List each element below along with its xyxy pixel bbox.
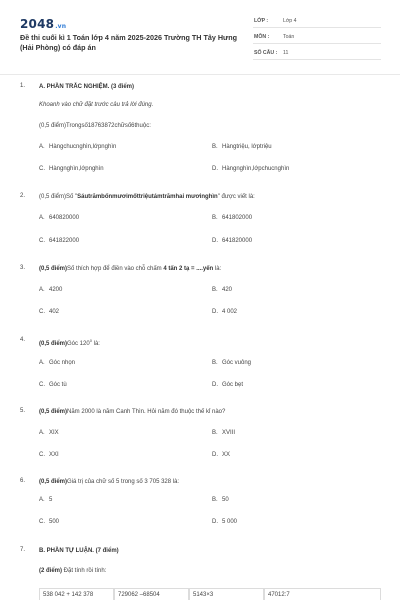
question-4-option-d[interactable]: D. Góc bẹt — [212, 382, 244, 388]
calc-cell-3: 5143×3 — [189, 588, 264, 600]
question-1-option-d[interactable]: D. Hàngnghìn,lớpchucnghìn — [212, 166, 290, 172]
question-2-option-d[interactable]: D. 641820000 — [212, 238, 253, 244]
question-2-option-b[interactable]: B. 641802000 — [212, 215, 253, 221]
question-4-option-b[interactable]: B. Góc vuông — [212, 360, 252, 366]
site-logo[interactable]: 2048.vn — [20, 17, 67, 31]
question-5-option-c[interactable]: C. XXI — [39, 452, 59, 458]
question-5-stem: (0,5 điểm)Năm 2000 là năm Canh Thìn. Hỏi năm đó thuộc thế kỉ nào? — [39, 409, 226, 415]
question-6-option-d[interactable]: D. 5 000 — [212, 519, 238, 525]
question-6-option-c[interactable]: C. 500 — [39, 519, 60, 525]
calc-cell-1: 538 042 + 142 378 — [39, 588, 114, 600]
question-4-number: 4. — [20, 337, 26, 343]
document-header — [0, 0, 400, 70]
question-2-stem: (0,5 điểm)Số "Sáutrămbốnmươimốttriệutámtrămhai mươinghìn" được viết là: — [39, 194, 255, 200]
exam-title: Đề thi cuối kì 1 Toán lớp 4 năm 2025-2026 Trường TH Tây Hưng (Hải Phòng) có đáp án — [20, 33, 238, 52]
section-b-heading: B. PHẦN TỰ LUẬN. (7 điểm) — [39, 548, 119, 554]
question-5-number: 5. — [20, 408, 26, 414]
meta-subject: MÔN : Toán — [253, 31, 381, 44]
question-1-stem: (0,5 điểm)Trongsố18763872chữsố6thuộc: — [39, 123, 151, 129]
question-3-option-d[interactable]: D. 4 002 — [212, 309, 238, 315]
question-5-option-d[interactable]: D. XX — [212, 452, 231, 458]
question-2-option-c[interactable]: C. 641822000 — [39, 238, 80, 244]
question-6-number: 6. — [20, 478, 26, 484]
question-3-stem: (0,5 điểm)Số thích hợp để điền vào chỗ chấm 4 tấn 2 tạ = ....yến là: — [39, 266, 222, 272]
question-1-option-c[interactable]: C. Hàngnghìn,lớpnghìn — [39, 166, 104, 172]
question-3-option-c[interactable]: C. 402 — [39, 309, 60, 315]
question-5-option-b[interactable]: B. XVIII — [212, 430, 236, 436]
question-1-number: 1. — [20, 83, 26, 89]
question-1-instruction: Khoanh vào chữ đặt trước câu trả lời đúng. — [39, 102, 154, 108]
question-1-option-b[interactable]: B. Hàngtriệu, lớptriệu — [212, 144, 272, 150]
question-2-option-a[interactable]: A. 640820000 — [39, 215, 80, 221]
question-3-option-a[interactable]: A. 4200 — [39, 287, 63, 293]
question-4-stem: (0,5 điểm)Góc $120^0$ là: — [39, 338, 100, 347]
calc-cell-4: 47012:7 — [264, 588, 381, 600]
question-7-stem: (2 điểm) Đặt tính rồi tính: — [39, 568, 107, 574]
question-2-number: 2. — [20, 193, 26, 199]
question-4-option-c[interactable]: C. Góc tù — [39, 382, 67, 388]
question-3-number: 3. — [20, 265, 26, 271]
question-4-option-a[interactable]: A. Góc nhọn — [39, 360, 76, 366]
question-6-option-b[interactable]: B. 50 — [212, 497, 229, 503]
meta-question-count: SỐ CÂU : 11 — [253, 47, 381, 60]
question-6-option-a[interactable]: A. 5 — [39, 497, 53, 503]
meta-grade: LỚP : Lớp 4 — [253, 15, 381, 28]
question-5-option-a[interactable]: A. XIX — [39, 430, 59, 436]
question-3-option-b[interactable]: B. 420 — [212, 287, 233, 293]
question-1-option-a[interactable]: A. Hàngchucnghìn,lớpnghìn — [39, 144, 117, 150]
question-7-number: 7. — [20, 547, 26, 553]
question-6-stem: (0,5 điểm)Giá trị của chữ số 5 trong số 3 705 328 là: — [39, 479, 180, 485]
header-divider — [0, 74, 400, 75]
calc-cell-2: 729062 –68504 — [114, 588, 189, 600]
section-a-heading: A. PHẦN TRẮC NGHIỆM. (3 điểm) — [39, 84, 135, 90]
